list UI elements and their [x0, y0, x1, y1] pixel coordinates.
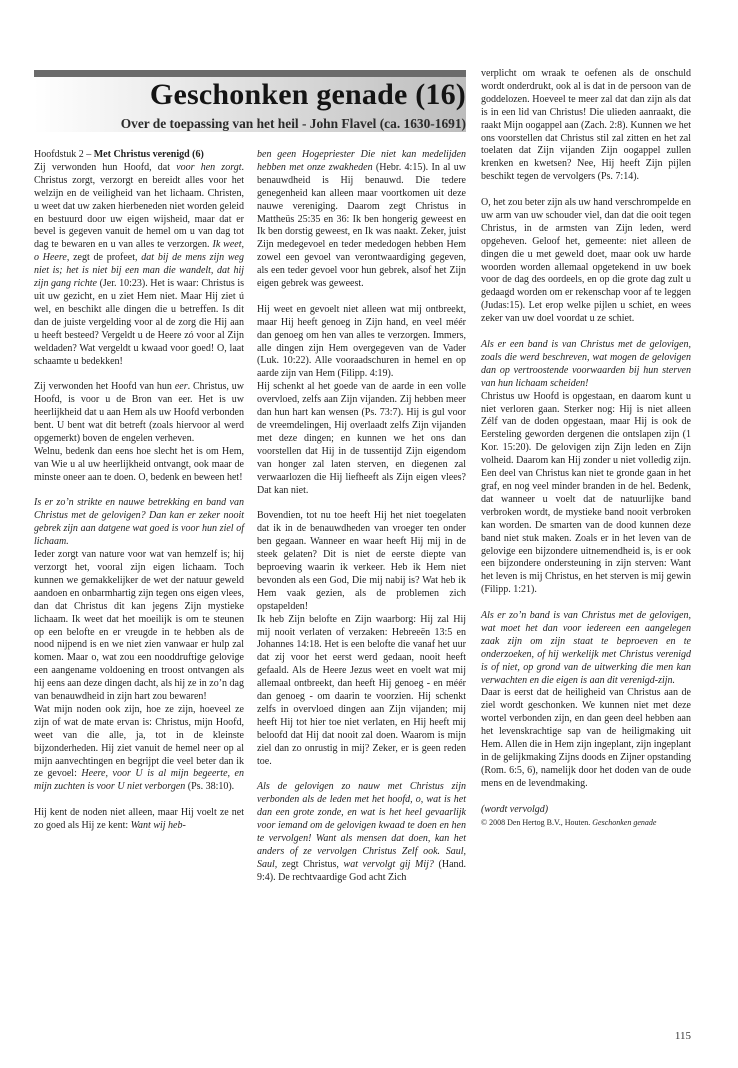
- paragraph: Christus uw Hoofd is opgestaan, en daarom kunt u niet verloren gaan. Sterker nog: Hij is niet alleen Zélf van de doden opgestaan, maar Hij is ook de Eersteling geworden dergenen die ontslapen zijn (1 Kor. 15:20). De gelovigen zijn Zijn leden en Zijn volheid. Daarom kan Hij zonder u niet volledig zijn. Een deel van Christus kan niet te gronde gaan in het graf, en nog veel minder branden in de hel. Bedenk, dat wanneer u voelt dat de natuurlijke band verbroken wordt, de mystieke band nooit verbroken kan worden. De smarten van de dood kunnen deze band niet stuk maken. Zoals er in het leven van de gelovige een bijzondere uitnemendheid is, is er ook een bijzondere ondersteuning in zijn sterven: Want het leven is mij Christus, en het sterven is mij gewin (Filipp. 1:21).: [481, 390, 691, 596]
- article-title: Geschonken genade (16): [149, 78, 466, 111]
- paragraph: Zij verwonden het Hoofd van hun eer. Christus, uw Hoofd, is voor u de Bron van eer. Het is uw heerlijkheid dat u aan Hem als uw Hoofd verbonden bent. U bent wat dit betreft (zoals hiervoor al werd opgemerkt) boven de engelen verheven.: [34, 381, 244, 444]
- paragraph: verplicht om wraak te oefenen als de onschuld wordt onderdrukt, ook al is dat in de persoon van de goddelozen. Hoeveel te meer zal dat dan zijn als dat is in een lid van Christus! Die ulieden aanraakt, die raakt Mijn oogappel aan (Zach. 2:8). Kunnen we het ons voorstellen dat Christus stil zal zitten en het zal toelaten dat Zijn vijanden Zijn oogappel zullen krenken en kwetsen? Nee, Hij heeft Zijn pijlen beschikt tegen de vervolgers (Ps. 7:14).: [481, 68, 691, 183]
- paragraph: Ik heb Zijn belofte en Zijn waarborg: Hij zal Hij mij nooit verlaten of verzaken: Hebreeën 13:5 en Johannes 14:18. Het is een belofte die vanaf het uur dat zij voor het eerst werd gedaan, nooit heeft gefaald. Als de Heere Jezus weet en voelt wat mij allemaal ontbreekt, dan heeft Hij genoeg - en méér dan genoeg - om daarin te voorzien. Hij schenkt zelfs in overvloed dingen aan Zijn vijanden; mij heeft Hij tot hier toe niet verlaten, en Hij heeft mij beloofd dat Hij dat nooit zal doen. Waarom is mijn ziel dan zo onrustig in mij? Zeker, er is geen reden toe.: [257, 613, 466, 767]
- page-number: 115: [674, 1030, 691, 1042]
- paragraph: Wat mijn noden ook zijn, hoe ze zijn, hoeveel ze zijn of wat de mate ervan is: Christus, mijn Hoofd, weet van die alle, ja, tot in de kleinste bijzonderheden. Hij ziet vanuit de hemel neer op al mijn aanvechtingen en begrijpt die veel beter dan ik ze gevoel: Heere, voor U is al mijn begeerte, en mijn zuchten is voor U niet verborgen (Ps. 38:10).: [34, 703, 244, 793]
- continued-note: (wordt vervolgd): [481, 803, 549, 815]
- paragraph: Welnu, bedenk dan eens hoe slecht het is om Hem, van Wie u al uw heerlijkheid ontvangt, ook maar de minste oneer aan te doen. O, bedenk en beween het!: [34, 445, 244, 483]
- text-column-1: [34, 149, 244, 833]
- copyright-notice: © 2008 Den Hertog B.V., Houten. Geschonken genade: [481, 817, 657, 827]
- paragraph: Daar is eerst dat de heiligheid van Christus aan de ziel wordt geschonken. We kunnen niet met deze wortel verbonden zijn, en dan geen deel hebben aan het levenskrachtige sap van de heiligmaking uit Hem. Allen die in Hem zijn ingeplant, zijn ingeplant in de gelijkmaking Zijns doods en Zijner opstanding (Rom. 6:5, 6), namelijk door het doden van de oude mens en de levendmaking.: [481, 687, 691, 789]
- text-column-2: [257, 149, 466, 885]
- paragraph: ben geen Hogepriester Die niet kan medelijden hebben met onze zwakheden (Hebr. 4:15). In al uw benauwdheid is Hij benauwd. Die tedere genegenheid kan alleen maar voortkomen uit deze nauwe vereniging. Daarom zegt Christus in Mattheüs 25:35 en 36: Ik ben hongerig geweest en Ik ben dorstig geweest, en Ik was naakt. Zeker, juist Zijn medegevoel en teder mededogen hebben Hem zowel een gevoel van verontwaardiging gegeven, als een teder gevoel voor hun gebrek, alsof het Zijn eigen gebrek was geweest.: [257, 149, 466, 290]
- paragraph: Bovendien, tot nu toe heeft Hij het niet toegelaten dat ik in de benauwdheden van vroeger ten onder ben gegaan. Wanneer en waar heeft Hij mij in de steek gelaten? Dit is niet de eerste diepte van beproeving waarin ik verkeer. Heb ik Hem niet bevonden als een God, Die mij nabij is? Wat heb ik Hem vaak gezien, als de problemen zich opstapelden!: [257, 510, 466, 612]
- paragraph: Ieder zorgt van nature voor wat van hemzelf is; hij verzorgt het, vooral zijn eigen lichaam. Toch kunnen we gemakkelijker de wet der natuur geweld aandoen en onbarmhartig zijn tegen ons eigen vlees, dan dat Christus dit kan jegens Zijn mystieke lichaam. Ik weet dat het moeilijk is om te steunen op een belofte en er vreugde in te hebben als de nood nijpend is en we niet zien vanwaar er hulp zal komen. Maar o, wat zou een nooddruftige gelovige een aangename voldoening en troost ontvangen als hij eens aan deze dingen dacht, als hij ze in zo’n dag van benauwdheid in zijn hart zou bewaren!: [34, 549, 244, 703]
- paragraph: O, het zou beter zijn als uw hand verschrompelde en uw arm van uw schouder viel, dan dat die ooit tegen Christus, in de armsten van Zijn leden, werd opgeheven. Geloof het, gemeente: niet alleen de dingen die u met geweld doet, maar ook uw harde woorden worden allemaal opgetekend in uw boek voor de dag des oordeels, en op die grote dag zult u gedaagd worden om er rekenschap voor af te leggen (Judas:15). Let erop welke pijlen u schiet, en wees zeker van uw doel voordat u ze schiet.: [481, 197, 691, 325]
- paragraph: Zij verwonden hun Hoofd, dat voor hen zorgt. Christus zorgt, verzorgt en bereidt alles voor het welzijn en de veiligheid van het lichaam. Christen, u weet dat uw zaken hierbeneden niet worden geleid en bestuurd door uw eigen wijsheid, maar dat er bevel is gegeven vanuit de hemel om u van dag tot dag te bewaren en u van alles te verzorgen. Ik weet, o Heere, zegt de profeet, dat bij de mens zijn weg niet is; het is niet bij een man die wandelt, dat hij zijn gang richte (Jer. 10:23). Het is waar: Christus is uit uw gezicht, en u ziet Hem niet. Maar Hij ziet ú wel, en beschikt alle dingen die u betreffen. Is dit dan de juiste vergelding voor al de zorg die Hij aan u heeft besteed? Vergeldt u de Heere zó voor al Zijn weldaden? Wat vergeldt u kwaad voor goed! O, laat schaamte u bedekken!: [34, 161, 244, 367]
- paragraph: Hij weet en gevoelt niet alleen wat mij ontbreekt, maar Hij heeft genoeg in Zijn hand, en veel méér dan genoeg om hen van alles te verzorgen. Immers, alle dingen zijn Hem overgegeven van de Vader (Luk. 10:22). Alle vooraadschuren in hemel en op aarde zijn van Hem (Filipp. 4:19).: [257, 303, 466, 380]
- intro-question: Als er zo’n band is van Christus met de gelovigen, wat moet het dan voor iedereen een aangelegen zaak zijn om zijn staat te beproeven en te onderzoeken, of hij werkelijk met Christus verenigd is of niet, op grond van de uitwerking die men kan verwachten en die eigen is aan dit verenigd-zijn.: [481, 610, 691, 686]
- chapter-label: Hoofdstuk 2 – Met Christus verenigd (6): [34, 149, 204, 160]
- intro-question: Als de gelovigen zo nauw met Christus zijn verbonden als de leden met het hoofd, o, wat is het dan een grote zonde, en wat is het heel gevaarlijk voor iemand om de gelovigen kwaad te doen en hen te vervolgen! Want als mensen dat doen, kan het anders of ze vervolgen Christus Zelf ook. Saul, Saul, zegt Christus, wat vervolgt gij Mij? (Hand. 9:4). De rechtvaardige God acht Zich: [257, 781, 467, 883]
- paragraph: Hij kent de noden niet alleen, maar Hij voelt ze net zo goed als Hij ze kent: Want wij heb-: [34, 807, 244, 832]
- intro-question: Als er een band is van Christus met de gelovigen, zoals die werd beschreven, wat mogen de gelovigen dan op vertroostende voorwaarden bij hun sterven van hun lichaam scheiden!: [481, 339, 691, 389]
- paragraph: Hij schenkt al het goede van de aarde in een volle overvloed, zelfs aan Zijn vijanden. Zij hebben meer dan hun hart kan wensen (Ps. 73:7). Hij is gul voor de vreemdelingen, Hij overlaadt zelfs Zijn vijanden met deze dingen; en kunnen we het ons dan voorstellen dat Hij in de tussentijd Zijn eigendom van honger zal laten sterven, en diegenen zal verwaarlozen die Hij liefheeft als Zijn eigen vlees? Dat kan niet.: [257, 381, 466, 496]
- text-column-3: [481, 68, 691, 829]
- chapter-title: Met Christus verenigd (6): [93, 149, 204, 160]
- article-subtitle: Over de toepassing van het heil - John Flavel (ca. 1630-1691): [120, 116, 466, 131]
- intro-question: Is er zo’n strikte en nauwe betrekking en band van Christus met de gelovigen? Dan kan er zeker nooit gebrek zijn aan datgene wat goed is voor hun ziel of lichaam.: [34, 497, 244, 548]
